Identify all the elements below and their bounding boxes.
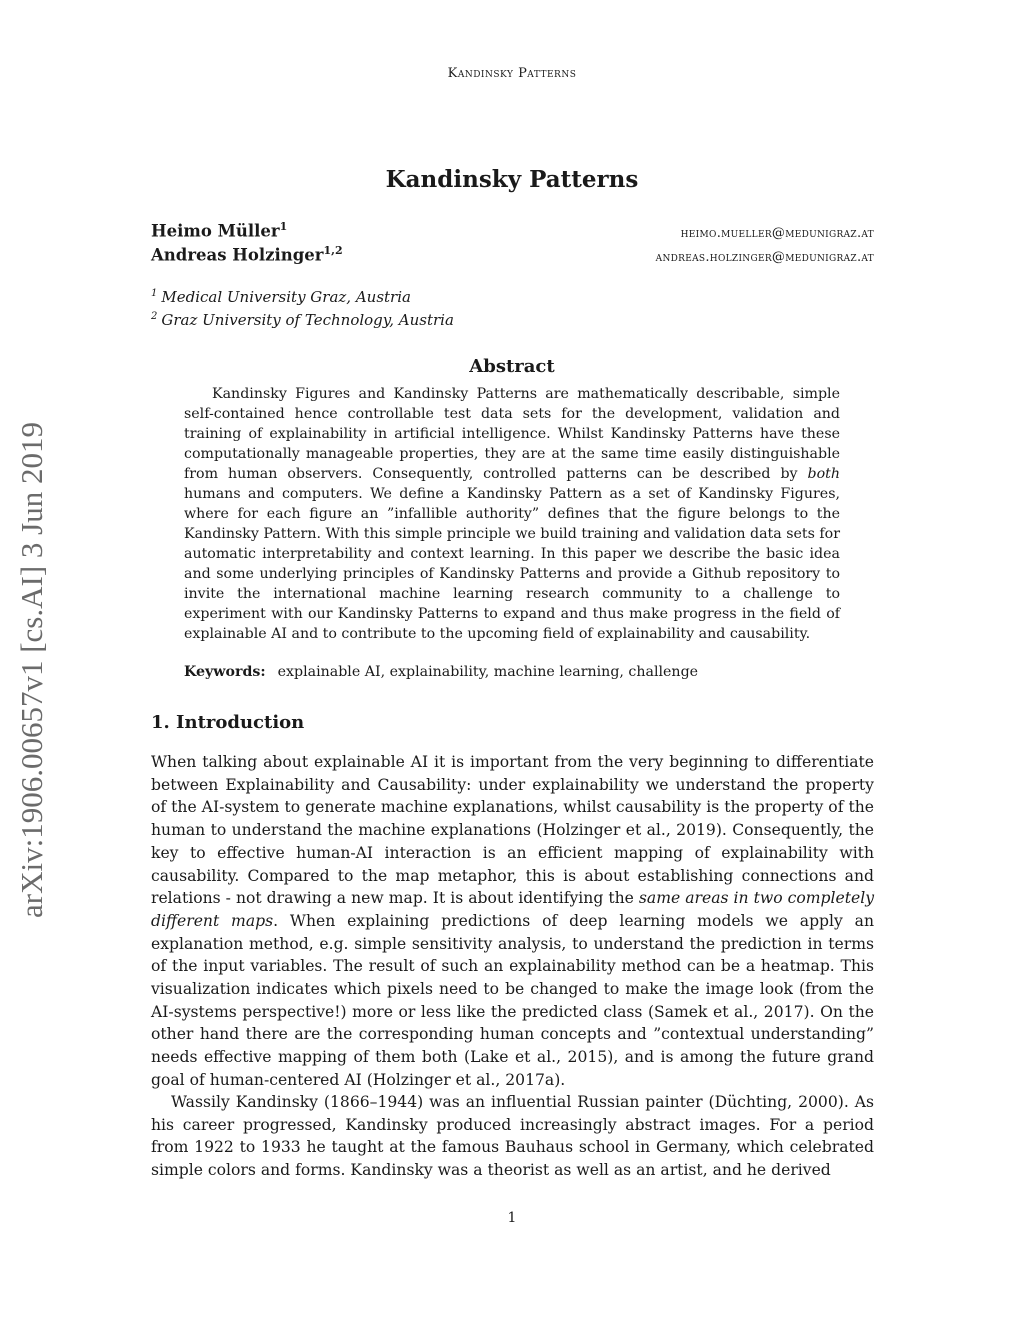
body-paragraph	[151, 751, 874, 1092]
abstract-text-part: humans and computers. We define a Kandinsky Pattern as a set of Kandinsky Figures, where for each figure an ”infallible authority” defines that the figure belongs to the Kandinsky Pattern. With this simple principle we build training and validation data sets for automatic interpretability and context learning. In this paper we describe the basic idea and some underlying principles of Kandinsky Patterns and provide a Github repository to invite the international machine learning research community to a challenge to experiment with our Kandinsky Patterns to expand and thus make progress in the field of explainable AI and to contribute to the upcoming field of explainability and causability.	[184, 486, 840, 642]
affiliation-number: 2	[151, 311, 158, 322]
body-text-part: When talking about explainable AI it is important from the very beginning to differentiate between Explainability and Causability: under explainability we understand the property of the AI-system to generate machine explanations, whilst causability is the property of the human to understand the machine explanations (Holzinger et al., 2019). Consequently, the key to effective human-AI interaction is an efficient mapping of explainability with causability. Compared to the map metaphor, this is about establishing connections and relations - not drawing a new map. It is about identifying the	[151, 753, 874, 908]
body-text-part: . When explaining predictions of deep learning models we apply an explanation method, e.g. simple sensitivity analysis, to understand the prediction in terms of the input variables. The result of such an explainability method can be a heatmap. This visualization indicates which pixels need to be changed to make the image look (from the AI-systems perspective!) more or less like the predicted class (Samek et al., 2017). On the other hand there are the corresponding human concepts and ”contextual understanding” needs effective mapping of them both (Lake et al., 2015), and is among the future grand goal of human-centered AI (Holzinger et al., 2017a).	[151, 911, 874, 1089]
abstract-text-part: Kandinsky Figures and Kandinsky Patterns are mathematically describable, simple self-contained hence controllable test data sets for the development, validation and training of explainability in artificial intelligence. Whilst Kandinsky Patterns have these computationally manageable properties, they are at the same time easily distinguishable from human observers. Consequently, controlled patterns can be described by	[184, 386, 840, 482]
author-affil-marker: 1,2	[323, 244, 343, 257]
keywords-label: Keywords:	[184, 664, 266, 680]
author-row	[151, 244, 874, 268]
paper-title: Kandinsky Patterns	[385, 166, 639, 193]
author-block	[151, 220, 874, 268]
author-name	[151, 244, 343, 265]
keywords-text: explainable AI, explainability, machine learning, challenge	[277, 664, 699, 680]
affiliation-number: 1	[151, 288, 158, 299]
arxiv-stamp	[14, 380, 50, 960]
arxiv-stamp-text: arXiv:1906.00657v1 [cs.AI] 3 Jun 2019	[14, 422, 49, 918]
author-email[interactable]: heimo.mueller@medunigraz.at	[680, 225, 874, 241]
body-paragraph: Wassily Kandinsky (1866–1944) was an influential Russian painter (Düchting, 2000). As his career progressed, Kandinsky produced increasingly abstract images. For a period from 1922 to 1933 he taught at the famous Bauhaus school in Germany, which celebrated simple colors and forms. Kandinsky was a theorist as well as an artist, and he derived	[151, 1093, 874, 1180]
affiliation-text: Medical University Graz, Austria	[161, 288, 411, 306]
author-row	[151, 220, 874, 244]
keywords	[184, 664, 840, 680]
author-name-text: Heimo Müller	[151, 221, 280, 241]
affiliation	[151, 311, 454, 334]
author-name-text: Andreas Holzinger	[151, 245, 324, 265]
author-email[interactable]: andreas.holzinger@medunigraz.at	[655, 249, 874, 265]
page-number: 1	[507, 1210, 517, 1226]
author-affil-marker: 1	[279, 220, 288, 233]
abstract-emphasis: both	[807, 466, 840, 482]
author-name	[151, 220, 287, 241]
affiliation-text: Graz University of Technology, Austria	[161, 311, 454, 329]
body-emphasis: same areas in two completely different maps	[151, 889, 875, 930]
affiliations	[151, 288, 454, 334]
section-heading: 1. Introduction	[151, 712, 305, 733]
abstract-heading: Abstract	[469, 356, 555, 377]
abstract-text	[184, 384, 840, 644]
affiliation	[151, 288, 454, 311]
running-head: Kandinsky Patterns	[447, 66, 577, 81]
